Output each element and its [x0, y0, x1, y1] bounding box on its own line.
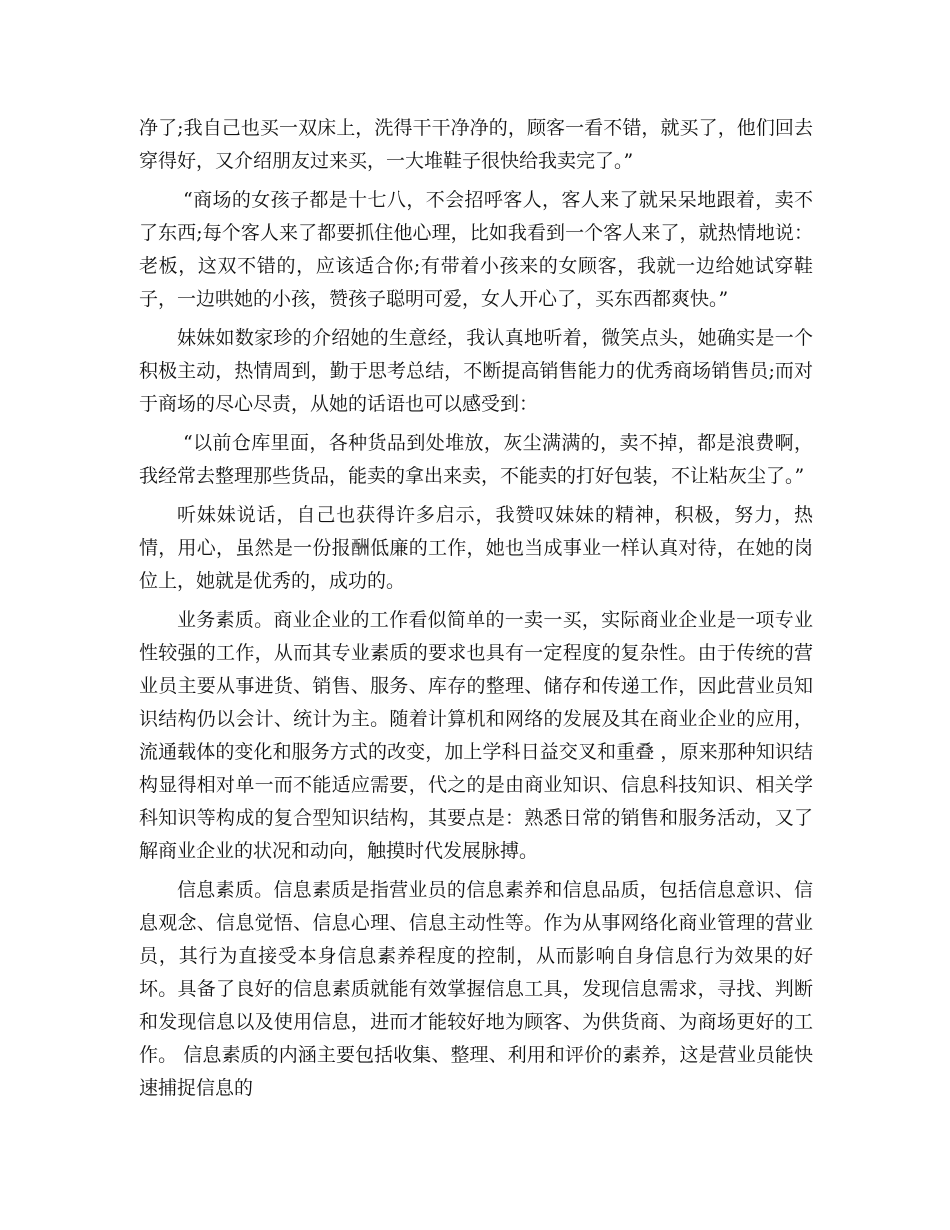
paragraph-continuation: 净了;我自己也买一双床上，洗得干干净净的，顾客一看不错，就买了，他们回去穿得好，又介绍朋友过来买，一大堆鞋子很快给我卖完了。” [139, 117, 813, 172]
paragraph-business-quality: 业务素质。商业企业的工作看似简单的一卖一买，实际商业企业是一项专业性较强的工作，从而其专业素质的要求也具有一定程度的复杂性。由于传统的营业员主要从事进货、销售、服务、库存的整理、储存和传递工作，因此营业员知识结构仍以会计、统计为主。随着计算机和网络的发展及其在商业企业的应用，流通载体的变化和服务方式的改变，加上学科日益交叉和重叠 ，原来那种知识结构显得相对单一而不能适应需要，代之的是由商业知识、信息科技知识、相关学科知识等构成的复合型知识结构，其要点是：熟悉日常的销售和服务活动，又了解商业企业的状况和动向，触摸时代发展脉搏。 [139, 609, 813, 862]
paragraph-quote-sales-tips: “商场的女孩子都是十七八，不会招呼客人，客人来了就呆呆地跟着，卖不了东西;每个客人来了都要抓住他心理，比如我看到一个客人来了，就热情地说：老板，这双不错的，应该适合你;有带着小孩来的女顾客，我就一边给她试穿鞋子，一边哄她的小孩，赞孩子聪明可爱，女人开心了，买东西都爽快。” [139, 189, 813, 310]
paragraph-quote-warehouse: “以前仓库里面，各种货品到处堆放，灰尘满满的，卖不掉，都是浪费啊，我经常去整理那些货品，能卖的拿出来卖，不能卖的打好包装，不让粘灰尘了。” [139, 432, 813, 487]
paragraph-information-quality: 信息素质。信息素质是指营业员的信息素养和信息品质，包括信息意识、信息观念、信息觉悟、信息心理、信息主动性等。作为从事网络化商业管理的营业员，其行为直接受本身信息素养程度的控制，从而影响自身信息行为效果的好坏。具备了良好的信息素质就能有效掌握信息工具，发现信息需求，寻找、判断和发现信息以及使用信息，进而才能较好地为顾客、为供货商、为商场更好的工作。 信息素质的内涵主要包括收集、整理、利用和评价的素养，这是营业员能快速捕捉信息的 [139, 879, 813, 1099]
paragraph-sister-business: 妹妹如数家珍的介绍她的生意经，我认真地听着，微笑点头，她确实是一个积极主动，热情周到，勤于思考总结，不断提高销售能力的优秀商场销售员;而对于商场的尽心尽责，从她的话语也可以感受到： [139, 327, 813, 415]
paragraph-inspiration: 听妹妹说话，自己也获得许多启示，我赞叹妹妹的精神，积极，努力，热情，用心，虽然是一份报酬低廉的工作，她也当成事业一样认真对待，在她的岗位上，她就是优秀的，成功的。 [139, 504, 813, 592]
document-body [139, 112, 813, 1105]
